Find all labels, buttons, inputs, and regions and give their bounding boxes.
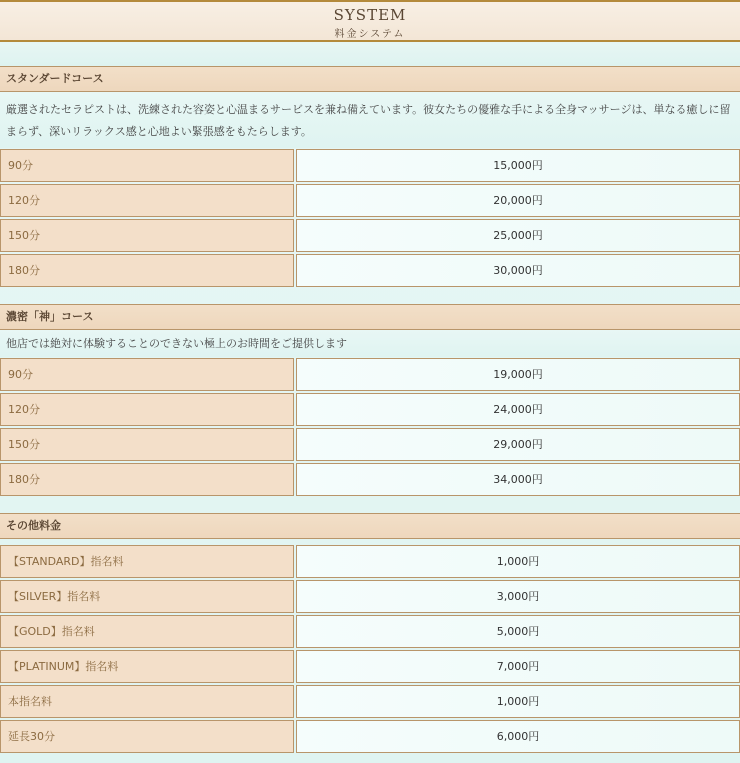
price-row	[0, 392, 740, 427]
page-subtitle: 料金システム	[334, 29, 406, 40]
price-label: 180分	[0, 463, 294, 496]
price-value: 25,000円	[296, 219, 740, 252]
section-other-fees	[0, 513, 740, 754]
price-value: 1,000円	[296, 545, 740, 578]
price-label: 【SILVER】指名料	[0, 580, 294, 613]
price-label: 延長30分	[0, 720, 294, 753]
price-row	[0, 148, 740, 183]
price-label: 【PLATINUM】指名料	[0, 650, 294, 683]
section-description: 他店では絶対に体験することのできない極上のお時間をご提供します	[0, 330, 740, 357]
price-label: 【GOLD】指名料	[0, 615, 294, 648]
section-title: その他料金	[0, 513, 740, 539]
price-value: 6,000円	[296, 720, 740, 753]
section-description: 厳選されたセラピストは、洗練された容姿と心温まるサービスを兼ね備えています。彼女たちの優雅な手による全身マッサージは、単なる癒しに留まらず、深いリラックス感と心地よい緊張感をもたらします。	[0, 92, 740, 148]
price-row	[0, 579, 740, 614]
section-standard-course	[0, 66, 740, 288]
price-label: 150分	[0, 428, 294, 461]
price-label: 120分	[0, 184, 294, 217]
section-title: 濃密「神」コース	[0, 304, 740, 330]
price-value: 1,000円	[296, 685, 740, 718]
price-row	[0, 614, 740, 649]
price-label: 150分	[0, 219, 294, 252]
price-row	[0, 183, 740, 218]
price-value: 7,000円	[296, 650, 740, 683]
price-row	[0, 253, 740, 288]
price-row	[0, 462, 740, 497]
price-label: 90分	[0, 149, 294, 182]
price-row	[0, 218, 740, 253]
price-value: 34,000円	[296, 463, 740, 496]
price-value: 19,000円	[296, 358, 740, 391]
price-label: 本指名料	[0, 685, 294, 718]
price-value: 29,000円	[296, 428, 740, 461]
section-gap	[0, 288, 740, 304]
price-row	[0, 684, 740, 719]
price-label: 90分	[0, 358, 294, 391]
price-value: 20,000円	[296, 184, 740, 217]
page-header	[0, 0, 740, 42]
price-row	[0, 719, 740, 754]
price-row	[0, 544, 740, 579]
price-value: 5,000円	[296, 615, 740, 648]
page-title: SYSTEM	[333, 6, 407, 24]
section-god-course	[0, 304, 740, 497]
price-row	[0, 357, 740, 392]
header-spacer	[0, 42, 740, 66]
price-row	[0, 427, 740, 462]
price-value: 15,000円	[296, 149, 740, 182]
price-row	[0, 649, 740, 684]
price-value: 24,000円	[296, 393, 740, 426]
price-label: 【STANDARD】指名料	[0, 545, 294, 578]
price-label: 180分	[0, 254, 294, 287]
price-value: 3,000円	[296, 580, 740, 613]
section-title: スタンダードコース	[0, 66, 740, 92]
price-label: 120分	[0, 393, 294, 426]
section-gap	[0, 497, 740, 513]
price-value: 30,000円	[296, 254, 740, 287]
